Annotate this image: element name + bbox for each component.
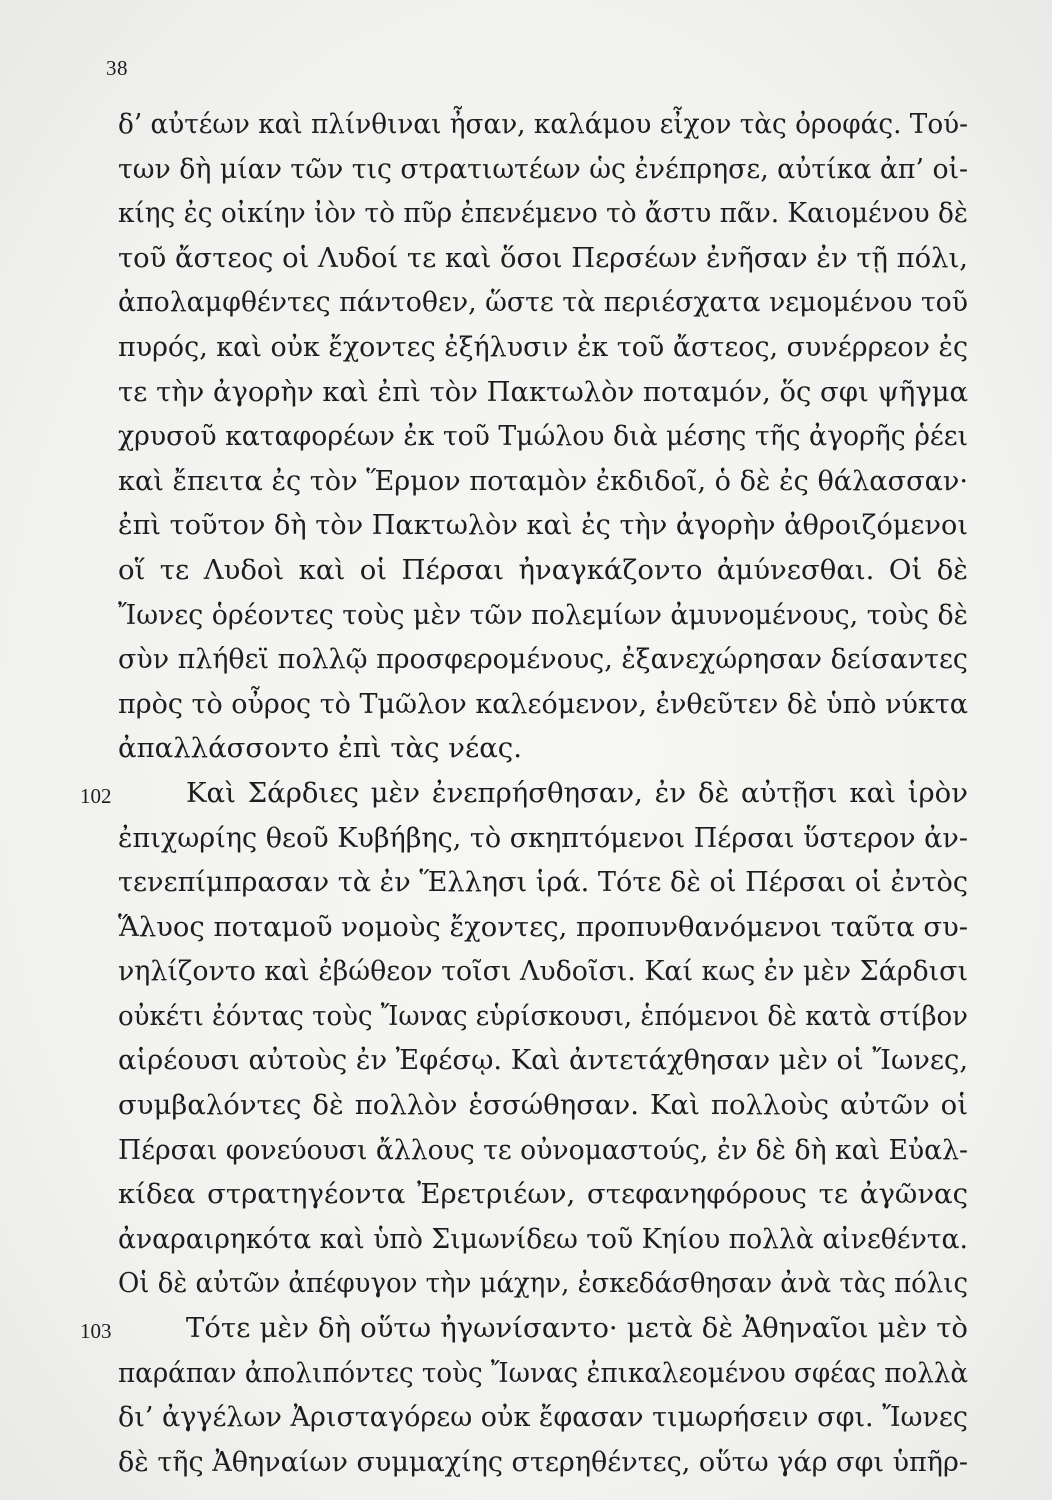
text-line bbox=[118, 280, 968, 325]
text-line bbox=[118, 236, 968, 281]
text-line bbox=[118, 860, 968, 905]
section-number: 103 bbox=[80, 1319, 112, 1344]
text-line bbox=[118, 1261, 968, 1306]
text-line bbox=[118, 1351, 968, 1396]
line-text: τενεπίμπρασαν τὰ ἐν Ἕλλησι ἱρά. Τότε δὲ οἱ Πέρσαι οἱ ἐντὸς bbox=[118, 866, 969, 899]
line-text: ἀπαλλάσσοντο ἐπὶ τὰς νέας. bbox=[118, 732, 522, 765]
text-line bbox=[118, 1172, 968, 1217]
text-line bbox=[118, 1128, 968, 1173]
body-text bbox=[80, 102, 969, 1484]
line-text: χρυσοῦ καταφορέων ἐκ τοῦ Τμώλου διὰ μέσης τῆς ἀγορῆς ῥέει bbox=[118, 420, 969, 453]
line-text: κίδεα στρατηγέοντα Ἐρετριέων, στεφανηφόρους τε ἀγῶνας bbox=[118, 1178, 969, 1211]
text-line bbox=[118, 325, 968, 370]
text-line bbox=[118, 905, 968, 950]
text-line bbox=[118, 503, 968, 548]
text-line bbox=[118, 593, 968, 638]
text-line bbox=[80, 771, 968, 816]
line-text: δὲ τῆς Ἀθηναίων συμμαχίης στερηθέντες, οὕτω γάρ σφι ὑπῆρ- bbox=[118, 1445, 968, 1478]
line-text: Ἅλυος ποταμοῦ νομοὺς ἔχοντες, προπυνθανόμενοι ταῦτα συ- bbox=[118, 910, 969, 943]
line-text: των δὴ μίαν τῶν τις στρατιωτέων ὡς ἐνέπρησε, αὐτίκα ἀπ’ οἰ- bbox=[118, 152, 969, 185]
line-text: αἱρέουσι αὐτοὺς ἐν Ἐφέσῳ. Καὶ ἀντετάχθησαν μὲν οἱ Ἴωνες, bbox=[118, 1044, 969, 1077]
text-line bbox=[118, 1083, 968, 1128]
line-text: Τότε μὲν δὴ οὕτω ἠγωνίσαντο· μετὰ δὲ Ἀθηναῖοι μὲν τὸ bbox=[186, 1312, 968, 1345]
line-text: ἀπολαμφθέντες πάντοθεν, ὥστε τὰ περιέσχατα νεμομένου τοῦ bbox=[118, 286, 968, 319]
line-text: ἐπὶ τοῦτον δὴ τὸν Πακτωλὸν καὶ ἐς τὴν ἀγορὴν ἀθροιζόμενοι bbox=[118, 509, 968, 542]
text-line bbox=[118, 726, 968, 771]
line-text: οὐκέτι ἐόντας τοὺς Ἴωνας εὑρίσκουσι, ἑπόμενοι δὲ κατὰ στίβον bbox=[118, 999, 968, 1032]
line-text: Οἱ δὲ αὐτῶν ἀπέφυγον τὴν μάχην, ἐσκεδάσθησαν ἀνὰ τὰς πόλις bbox=[118, 1267, 969, 1300]
text-line bbox=[118, 949, 968, 994]
text-line bbox=[118, 548, 968, 593]
text-line bbox=[118, 147, 968, 192]
line-text: πυρός, καὶ οὐκ ἔχοντες ἐξήλυσιν ἐκ τοῦ ἄστεος, συνέρρεον ἐς bbox=[118, 330, 969, 363]
text-line bbox=[118, 414, 968, 459]
line-text: τοῦ ἄστεος οἱ Λυδοί τε καὶ ὅσοι Περσέων ἐνῆσαν ἐν τῇ πόλι, bbox=[118, 241, 968, 274]
page-number: 38 bbox=[106, 56, 128, 80]
text-line bbox=[118, 816, 968, 861]
text-line bbox=[118, 459, 968, 504]
text-line bbox=[118, 1038, 968, 1083]
line-text: πρὸς τὸ οὖρος τὸ Τμῶλον καλεόμενον, ἐνθεῦτεν δὲ ὑπὸ νύκτα bbox=[118, 687, 968, 720]
text-line bbox=[118, 637, 968, 682]
line-text: Πέρσαι φονεύουσι ἄλλους τε οὐνομαστούς, ἐν δὲ δὴ καὶ Εὐαλ- bbox=[118, 1133, 969, 1166]
line-text: συμβαλόντες δὲ πολλὸν ἑσσώθησαν. Καὶ πολλοὺς αὐτῶν οἱ bbox=[118, 1089, 969, 1122]
line-text: Καὶ Σάρδιες μὲν ἐνεπρήσθησαν, ἐν δὲ αὐτῇσι καὶ ἱρὸν bbox=[186, 776, 968, 809]
text-line bbox=[118, 191, 968, 236]
line-text: κίης ἐς οἰκίην ἰὸν τὸ πῦρ ἐπενέμενο τὸ ἄστυ πᾶν. Καιομένου δὲ bbox=[118, 197, 969, 230]
section-number: 102 bbox=[80, 783, 112, 808]
line-text: καὶ ἔπειτα ἐς τὸν Ἕρμον ποταμὸν ἐκδιδοῖ, ὁ δὲ ἐς θάλασσαν· bbox=[118, 464, 968, 497]
text-line bbox=[118, 102, 968, 147]
line-text: παράπαν ἀπολιπόντες τοὺς Ἴωνας ἐπικαλεομένου σφέας πολλὰ bbox=[118, 1356, 968, 1389]
line-text: νηλίζοντο καὶ ἐβώθεον τοῖσι Λυδοῖσι. Καί κως ἐν μὲν Σάρδισι bbox=[118, 955, 968, 988]
line-text: οἵ τε Λυδοὶ καὶ οἱ Πέρσαι ἠναγκάζοντο ἀμύνεσθαι. Οἱ δὲ bbox=[118, 553, 969, 586]
line-text: σὺν πλήθεϊ πολλῷ προσφερομένους, ἐξανεχώρησαν δείσαντες bbox=[118, 643, 968, 676]
line-text: τε τὴν ἀγορὴν καὶ ἐπὶ τὸν Πακτωλὸν ποταμόν, ὅς σφι ψῆγμα bbox=[118, 375, 969, 408]
text-line bbox=[118, 1217, 968, 1262]
text-line bbox=[118, 994, 968, 1039]
text-line bbox=[118, 1395, 968, 1440]
line-text: ἐπιχωρίης θεοῦ Κυβήβης, τὸ σκηπτόμενοι Πέρσαι ὕστερον ἀν- bbox=[118, 821, 968, 854]
line-text: Ἴωνες ὁρέοντες τοὺς μὲν τῶν πολεμίων ἀμυνομένους, τοὺς δὲ bbox=[118, 598, 969, 631]
text-line bbox=[80, 1306, 968, 1351]
text-line bbox=[118, 370, 968, 415]
text-line bbox=[118, 682, 968, 727]
line-text: ἀναραιρηκότα καὶ ὑπὸ Σιμωνίδεω τοῦ Κηίου πολλὰ αἰνεθέντα. bbox=[118, 1222, 968, 1255]
line-text: δ’ αὐτέων καὶ πλίνθιναι ἦσαν, καλάμου εἶχον τὰς ὀροφάς. Τού- bbox=[118, 108, 969, 140]
text-line bbox=[118, 1440, 968, 1485]
line-text: δι’ ἀγγέλων Ἀρισταγόρεω οὐκ ἔφασαν τιμωρήσειν σφι. Ἴωνες bbox=[118, 1401, 969, 1434]
